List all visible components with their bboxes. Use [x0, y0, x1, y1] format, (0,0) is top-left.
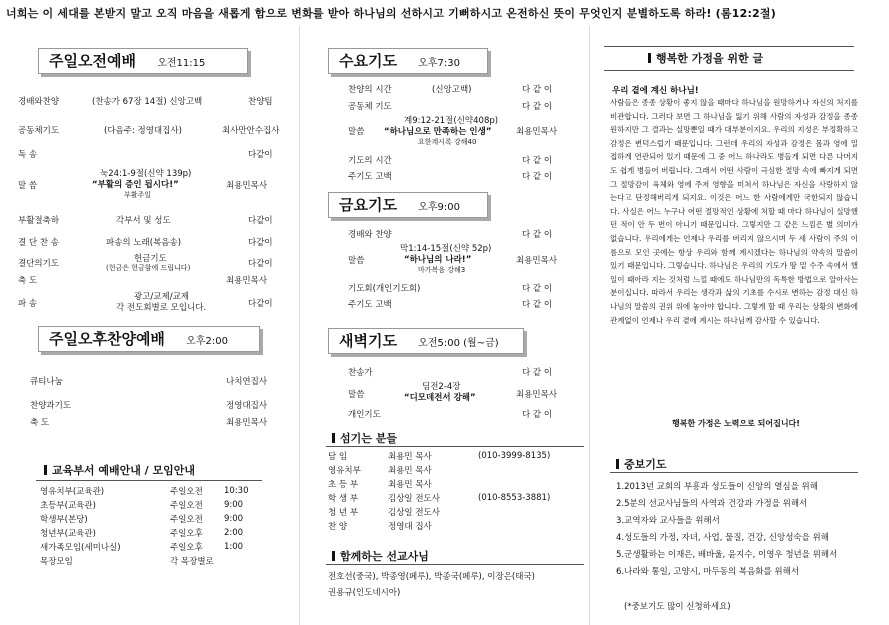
sermon-title: “부활의 증인 됩시다!”	[92, 180, 179, 190]
sermon-note: 마가복음 강해3	[418, 266, 466, 274]
order-leader: 최용민목사	[516, 256, 558, 266]
order-note: (헌금은 헌금함에 드립니다)	[106, 264, 191, 272]
dawn-time: 오전5:00 (월~금)	[418, 338, 499, 349]
servants-title: 섬기는 분들	[332, 430, 397, 446]
sunday-afternoon-title	[38, 326, 260, 352]
order-detail: 각부서 및 성도	[116, 216, 171, 226]
order-label: 개인기도	[348, 410, 381, 420]
table-row: 초 등 부 최용민 목사	[328, 480, 432, 490]
order-label: 공동체 기도	[348, 102, 392, 112]
order-label: 큐티나눔	[30, 377, 63, 387]
order-label: 독 송	[18, 150, 38, 160]
table-row: 영유치부(교육관) 주일오전 10:30	[40, 486, 249, 497]
table-row: 청년부(교육관) 주일오후 2:00	[40, 528, 244, 539]
family-closing: 행복한 가정은 노력으로 되어집니다!	[672, 419, 800, 428]
sermon-note: 부활주일	[124, 191, 152, 199]
family-subtitle: 우리 곁에 계신 하나님!	[612, 86, 699, 96]
order-label: 파 송	[18, 299, 38, 309]
prayer-divider	[610, 472, 858, 473]
order-label: 경배와 찬양	[348, 230, 392, 240]
table-row: 영유치부 최용민 목사	[328, 466, 432, 476]
order-label: 부활절축하	[18, 216, 60, 226]
sunday-afternoon-title-text: 주일오후찬양예배	[49, 330, 165, 348]
order-label: 기도회(개인기도회)	[348, 284, 421, 294]
education-divider	[36, 480, 262, 481]
scripture-banner: 너희는 이 세대를 본받지 말고 오직 마음을 새롭게 함으로 변화를 받아 하나님의 선하시고 기뻐하시고 온전하신 뜻이 무엇인지 분별하도록 하라! (롬12:2절)	[6, 7, 776, 20]
friday-title	[328, 192, 488, 218]
order-label: 결 단 찬 송	[18, 238, 59, 248]
order-leader: 찬양팀	[248, 97, 273, 107]
order-detail: (신앙고백)	[432, 85, 472, 95]
list-item: 4.성도들의 가정, 자녀, 사업, 물질, 건강, 신앙성숙을 위해	[616, 533, 829, 543]
wednesday-time: 오후7:30	[418, 58, 460, 69]
order-leader: 최용민목사	[226, 418, 268, 428]
order-scripture: 눅24:1-9절(신약 139p)	[100, 169, 192, 179]
sermon-title: “디모데전서 강해”	[404, 393, 476, 403]
order-detail: 헌금기도	[134, 254, 167, 264]
order-detail: (찬송가 67장 14절) 신앙고백	[92, 97, 203, 107]
sunday-afternoon-time: 오후2:00	[186, 336, 228, 347]
list-item: 3.교역자와 교사들을 위해서	[616, 516, 720, 526]
order-leader: 다 같 이	[522, 230, 553, 240]
order-label: 주기도 고백	[348, 172, 392, 182]
order-leader: 다같이	[248, 299, 273, 309]
prayer-title: 중보기도	[616, 456, 667, 472]
order-note: 각 전도회별로 모입니다.	[116, 303, 207, 313]
order-label: 기도의 시간	[348, 156, 392, 166]
dawn-title-text: 새벽기도	[339, 332, 397, 350]
order-leader: 다 같 이	[522, 156, 553, 166]
table-row: 찬 양 정영대 집사	[328, 522, 432, 532]
table-row: 새가족모임(세미나실) 주일오후 1:00	[40, 542, 244, 553]
order-scripture: 계9:12-21절(신약408p)	[404, 116, 499, 126]
order-leader: 다같이	[248, 216, 273, 226]
missionaries-line-2: 권용규(인도네시아)	[328, 588, 401, 598]
education-table	[36, 484, 253, 568]
order-leader: 최용민목사	[226, 181, 268, 191]
sermon-title: “하나님의 나라!”	[404, 255, 472, 265]
order-leader: 나치연집사	[226, 377, 268, 387]
missionaries-line-1: 전호선(중국), 박종영(페루), 박종국(페루), 이장은(태국)	[328, 572, 535, 582]
family-bottom-rule	[604, 70, 854, 71]
column-family-prayer	[590, 26, 889, 625]
dawn-title	[328, 328, 524, 354]
order-leader: 다같이	[248, 150, 273, 160]
order-detail: 광고/교제/교제	[134, 292, 189, 302]
sunday-morning-time: 오전11:15	[157, 58, 206, 69]
servants-table	[324, 449, 554, 533]
order-label: 말씀	[348, 390, 365, 400]
table-row: 학생부(본당) 주일오전 9:00	[40, 514, 244, 525]
wednesday-title	[328, 48, 488, 74]
family-title: 행복한 가정을 위한 글	[648, 50, 763, 66]
order-leader: 다 같 이	[522, 172, 553, 182]
list-item: 6.나라와 통일, 고양시, 마두동의 복음화를 위해서	[616, 567, 800, 577]
wednesday-title-text: 수요기도	[339, 52, 397, 70]
order-scripture: 딤전2-4장	[422, 382, 461, 392]
table-row: 목장모임 각 목장별로	[40, 557, 214, 567]
order-leader: 최용민목사	[516, 390, 558, 400]
table-row: 학 생 부 김상일 전도사 (010-8553-3881)	[328, 493, 551, 504]
order-leader: 최용민목사	[516, 127, 558, 137]
sermon-title: “하나님으로 만족하는 인생”	[384, 127, 492, 137]
prayer-list	[616, 480, 837, 582]
order-label: 공동체기도	[18, 126, 60, 136]
order-leader: 다같이	[248, 259, 273, 269]
order-leader: 다같이	[248, 238, 273, 248]
order-leader: 다 같 이	[522, 102, 553, 112]
order-leader: 정영대집사	[226, 401, 268, 411]
friday-time: 오후9:00	[418, 202, 460, 213]
order-label: 말씀	[348, 127, 365, 137]
order-label: 경배와찬양	[18, 97, 60, 107]
order-label: 말 씀	[18, 181, 38, 191]
order-label: 찬송가	[348, 368, 373, 378]
missionaries-divider	[326, 564, 584, 565]
column-worship	[0, 26, 300, 625]
order-leader: 다 같 이	[522, 300, 553, 310]
order-leader: 다 같 이	[522, 410, 553, 420]
friday-title-text: 금요기도	[339, 196, 397, 214]
order-detail: 파송의 노래(복음송)	[106, 238, 182, 248]
order-detail: (다음주: 정영대집사)	[104, 126, 182, 136]
order-label: 결단의기도	[18, 259, 60, 269]
order-leader: 다 같 이	[522, 85, 553, 95]
education-title: 교육부서 예배안내 / 모임안내	[44, 462, 195, 478]
prayer-note: (*중보기도 많이 신청하세요)	[624, 602, 731, 612]
servants-divider	[326, 446, 584, 447]
column-prayer-meetings	[300, 26, 590, 625]
sermon-note: 요한계시록 강해40	[418, 138, 477, 146]
order-label: 말씀	[348, 256, 365, 266]
order-scripture: 막1:14-15절(신약 52p)	[400, 244, 492, 254]
order-label: 찬양의 시간	[348, 85, 392, 95]
list-item: 5.군생활하는 이재은, 배바울, 윤지수, 이영우 청년을 위해서	[616, 550, 838, 560]
table-row: 청 년 부 김상일 전도사	[328, 508, 440, 518]
order-leader: 최사만안수집사	[222, 126, 280, 136]
order-leader: 다 같 이	[522, 284, 553, 294]
order-label: 주기도 고백	[348, 300, 392, 310]
order-label: 축 도	[30, 418, 50, 428]
sunday-morning-title	[38, 48, 248, 74]
list-item: 2.5분의 선교사님들의 사역과 건강과 가정을 위해서	[616, 499, 808, 509]
order-leader: 최용민목사	[226, 276, 268, 286]
order-label: 축 도	[18, 276, 38, 286]
missionaries-title: 함께하는 선교사님	[332, 548, 429, 564]
family-top-rule	[604, 46, 854, 47]
list-item: 1.2013년 교회의 부흥과 성도들이 신앙의 열심을 위해	[616, 482, 818, 492]
table-row: 담 임 최용민 목사 (010-3999-8135)	[328, 451, 551, 462]
table-row: 초등부(교육관) 주일오전 9:00	[40, 500, 244, 511]
order-leader: 다 같 이	[522, 368, 553, 378]
sunday-morning-title-text: 주일오전예배	[49, 52, 136, 70]
order-label: 찬양과기도	[30, 401, 72, 411]
family-body: 사람들은 종종 상황이 좋지 않을 때마다 하나님을 원망하거나 자신의 처지를 비관합니다. 그러다 보면 그 하나님을 잃기 위해 사람의 자성과 감정을 종종원하지만 그 결과는 실망뿐일 때가 대부분이지요. 우리의 지성은 부정확하고 감정은 변덕스럽기 때문입니다. 그런데 우리의 자성과 감정은 몸과 영에 밀접하게 연관되어 있기 때문에 그 중 어느 하나라도 병들게 되면 다른 나머지도 쉽게 병들어 버립니다. 그래서 어떤 사람이 극심한 절망 속에 빠지게 되면 그 절망감이 육체와 영에 주저 영향을 미쳐서 하나님은 자신을 사랑하지 않는다고 단정해버리게 되지요. 이것은 어느 한 사람에게만 국한되지 않습니다. 사실은 어느 누구나 어떤 절망적인 상황에 처할 때 마다 하나님이 실망했던 적이 안 두 번이 아니기 때문입니다. 그렇지만 그 같은 느낌은 별 의미가 없습니다. 우리에게는 언제나 우리를 버리지 않으시며 두 세 사람이 주의 이름으로 모인 곳에는 항상 우리와 함께 계시겠다는 하나님의 약속의 말씀이 있기 때문입니다. 그렇습니다. 하나님은 우리의 기도가 땅 밑 수주 속에서 했일이 때아라 지는 것처럼 느낄 때에도 하나님만의 독특한 방법으로 알아사는 분이십니다. 따라서 우리는 생각과 삶의 기초를 수시로 변하는 감정 대신 하나님의 말씀의 권위 위에 놓아야 합니다. 그렇게 할 때 우리는 상황의 변화에 관계없이 언제나 우리 곁에 계시는 하나님께 감사할 수 있습니다.	[610, 98, 858, 325]
